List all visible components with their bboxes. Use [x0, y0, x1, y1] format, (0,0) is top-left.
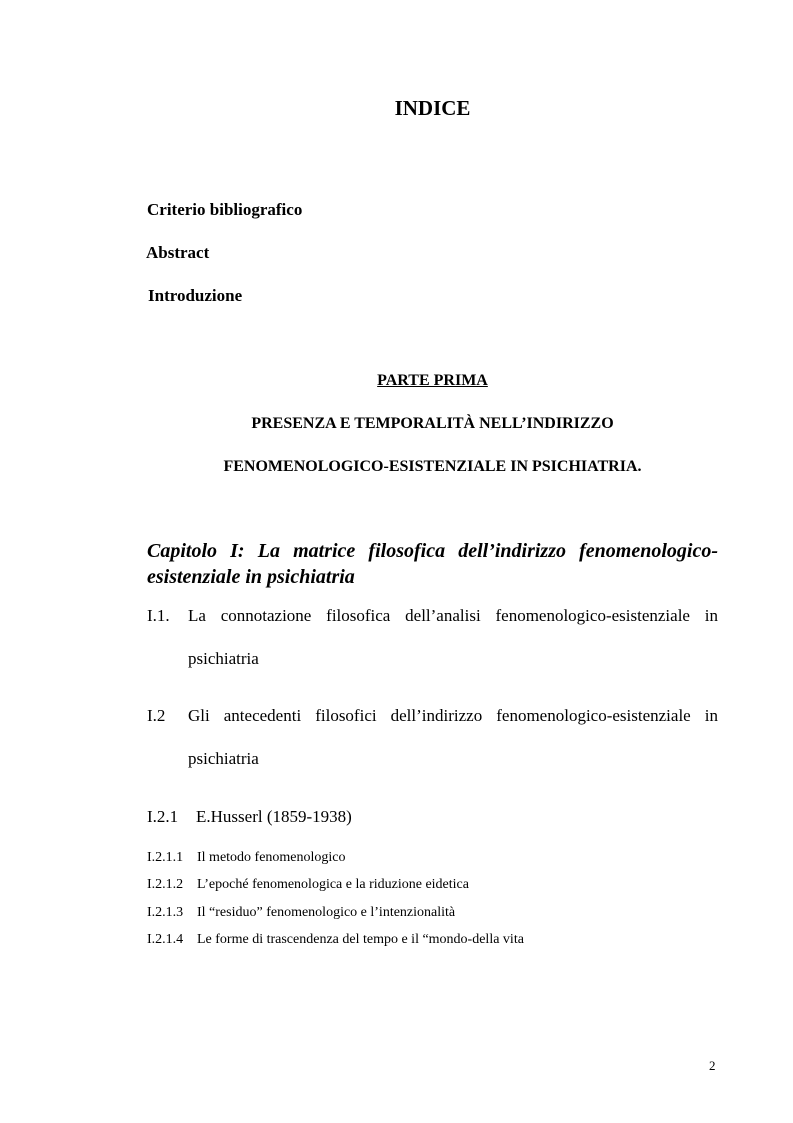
toc-entry-introduzione: Introduzione [148, 286, 243, 305]
part-title-line-2: FENOMENOLOGICO-ESISTENZIALE IN PSICHIATRIA. [223, 458, 642, 475]
subsection-number: I.2.1 [147, 807, 179, 826]
part-title-line-1: PRESENZA E TEMPORALITÀ NELL’INDIRIZZO [251, 415, 614, 432]
subsubsection-title-1: Il metodo fenomenologico [197, 850, 346, 865]
subsubsection-number-2: I.2.1.2 [147, 877, 184, 892]
section-number-1-2: I.2 [147, 706, 166, 725]
subsubsection-title-3: Il “residuo” fenomenologico e l’intenzionalità [197, 905, 456, 920]
page-number: 2 [709, 1058, 716, 1073]
section-title-1-1-line-2: psichiatria [188, 649, 259, 668]
part-label: PARTE PRIMA [377, 372, 488, 389]
chapter-title: Capitolo I: La matrice filosofica dell’indirizzo fenomenologico-esistenziale in psichiatria [147, 540, 718, 588]
section-title-1-2-line-2: psichiatria [188, 749, 259, 768]
section-title-1-2-line-1: Gli antecedenti filosofici dell’indirizzo fenomenologico-esistenziale in [188, 706, 718, 725]
subsubsection-number-4: I.2.1.4 [147, 932, 184, 947]
subsection-title: E.Husserl (1859-1938) [196, 807, 352, 826]
subsubsection-title-2: L’epoché fenomenologica e la riduzione eidetica [197, 877, 469, 892]
toc-entry-abstract: Abstract [146, 243, 210, 262]
page-title: INDICE [394, 96, 471, 120]
section-number-1-1: I.1. [147, 606, 170, 625]
section-title-1-1-line-1: La connotazione filosofica dell’analisi fenomenologico-esistenziale in [188, 606, 718, 625]
toc-entry-criterio-bibliografico: Criterio bibliografico [147, 200, 303, 219]
subsubsection-number-1: I.2.1.1 [147, 850, 184, 865]
subsubsection-number-3: I.2.1.3 [147, 905, 184, 920]
subsubsection-title-4: Le forme di trascendenza del tempo e il “mondo-della vita [197, 932, 524, 947]
